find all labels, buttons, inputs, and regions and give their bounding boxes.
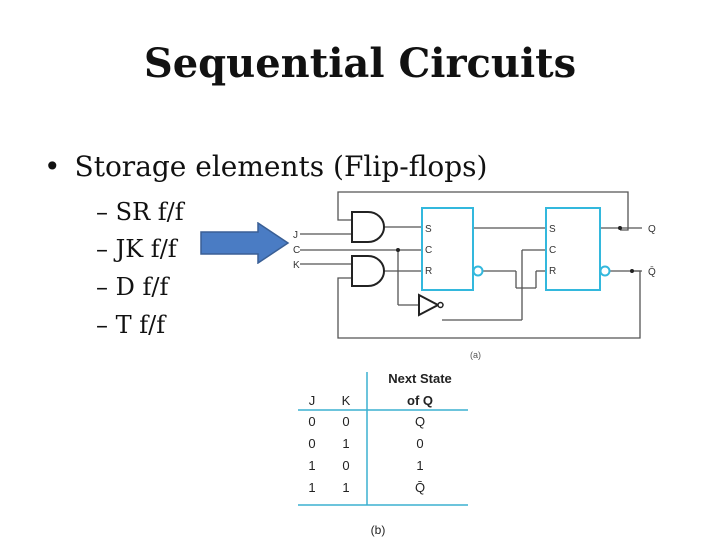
output-label-qbar: Q̄ <box>648 267 656 278</box>
header-j: J <box>308 393 316 408</box>
slave-pin-s: S <box>549 224 556 235</box>
table-cell: Q <box>414 414 426 429</box>
input-label-j: J <box>293 230 298 241</box>
arrow-icon <box>201 223 288 263</box>
table-cell: 0 <box>342 458 350 473</box>
next-state-header: Next State <box>388 371 452 386</box>
slave-pin-r: R <box>549 266 557 277</box>
table-cell: 1 <box>342 436 350 451</box>
table-cell: 1 <box>308 458 316 473</box>
pointer-arrow <box>200 222 292 264</box>
input-label-k: K <box>293 260 300 271</box>
table-cell: 0 <box>342 414 350 429</box>
table-cell: 1 <box>416 458 424 473</box>
table-cell: Q̄ <box>414 480 426 495</box>
truth-table <box>290 368 490 540</box>
subitem-d: – D f/f <box>96 273 169 301</box>
bullet-item <box>44 150 487 183</box>
jk-flip-flop-circuit <box>290 190 680 370</box>
slide-title: Sequential Circuits <box>143 40 577 87</box>
subitem-jk: – JK f/f <box>96 235 177 263</box>
header-k: K <box>341 393 351 408</box>
output-label-q: Q <box>648 224 656 235</box>
subitem-t: – T f/f <box>96 311 166 339</box>
table-cell: 1 <box>308 480 316 495</box>
inverter-gate <box>419 295 438 315</box>
subitem-sr: – SR f/f <box>96 198 184 226</box>
and-gate-k <box>352 256 384 286</box>
slave-inverted-output <box>601 267 610 276</box>
circuit-caption: (a) <box>470 350 481 360</box>
table-caption: (b) <box>370 523 386 537</box>
input-label-c: C <box>293 245 301 256</box>
table-cell: 0 <box>308 414 316 429</box>
master-inverted-output <box>474 267 483 276</box>
bullet-text: Storage elements (Flip-flops) <box>74 150 488 183</box>
header-of-q: of Q <box>407 393 433 408</box>
bullet-marker: • <box>44 150 61 183</box>
and-gate-j <box>352 212 384 242</box>
slave-pin-c: C <box>549 245 557 256</box>
master-pin-c: C <box>425 245 433 256</box>
master-pin-s: S <box>425 224 432 235</box>
table-cell: 0 <box>308 436 316 451</box>
table-cell: 1 <box>342 480 350 495</box>
table-cell: 0 <box>416 436 424 451</box>
master-pin-r: R <box>425 266 433 277</box>
